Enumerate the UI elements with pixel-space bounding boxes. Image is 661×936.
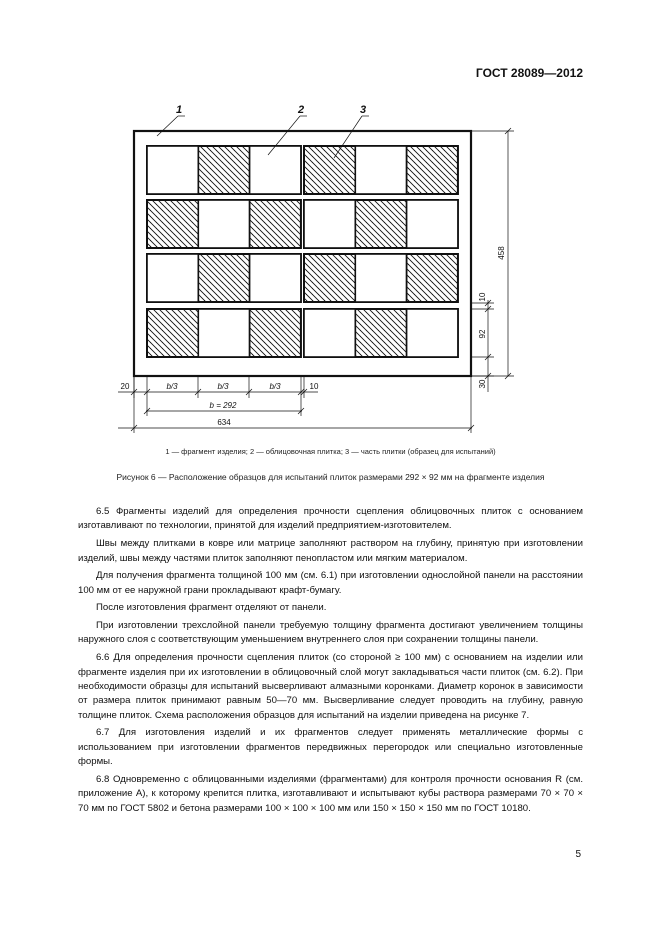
callout-label-3: 3 bbox=[360, 104, 367, 116]
tile-part-sample bbox=[250, 200, 301, 248]
tile-part-sample bbox=[147, 309, 198, 357]
tile-part-sample bbox=[355, 200, 406, 248]
tile-part bbox=[250, 146, 301, 194]
dim-label-b3: b/3 bbox=[217, 382, 229, 391]
paragraph: 6.6 Для определения прочности сцепления плиток (со стороной ≥ 100 мм) с основанием на изделии или фрагменте изделия при их изготовлении в облицовочный слой могут закладываться части плиток (см. 6.2). При необходимости образцы для испытаний высверливают алмазными коронками. Диаметр коронок в зависимости от размера плиток принимают равным 50—70 мм. Высверливание следует проводить на глубину, равную толщине плиток. Схема расположения образцов для испытаний на изделии приведена на рисунке 7. bbox=[78, 652, 583, 721]
tile-part bbox=[407, 200, 458, 248]
dim-label-458: 458 bbox=[497, 246, 506, 260]
tile-part-sample bbox=[304, 254, 355, 302]
dim-label-b: b = 292 bbox=[209, 401, 237, 410]
tile-grid bbox=[147, 146, 458, 357]
tile-part bbox=[355, 254, 406, 302]
body-text bbox=[78, 505, 583, 820]
dim-label-20: 20 bbox=[120, 382, 130, 391]
figure-6-tile-layout bbox=[0, 0, 661, 440]
dim-label-634: 634 bbox=[217, 418, 231, 427]
tile-part bbox=[198, 200, 249, 248]
tile-part-sample bbox=[147, 200, 198, 248]
dim-label-b3: b/3 bbox=[269, 382, 281, 391]
tile-part bbox=[355, 146, 406, 194]
tile-part bbox=[147, 146, 198, 194]
paragraph: Швы между плитками в ковре или матрице заполняют раствором на глубину, принятую при изготовлении изделий, швы между частями плиток заполняют пенопластом или мягким материалом. bbox=[78, 538, 583, 564]
paragraph: После изготовления фрагмент отделяют от панели. bbox=[96, 602, 327, 614]
tile-part-sample bbox=[355, 309, 406, 357]
tile-part bbox=[407, 309, 458, 357]
paragraph: 6.5 Фрагменты изделий для определения прочности сцепления облицовочных плиток с основанием изготавливают по технологии, принятой для изделий предприятием-изготовителем. bbox=[78, 506, 583, 532]
tile-part bbox=[198, 309, 249, 357]
callout-leader bbox=[157, 116, 178, 136]
tile-part bbox=[304, 309, 355, 357]
tile-part-sample bbox=[250, 309, 301, 357]
tile-part bbox=[250, 254, 301, 302]
callout-label-2: 2 bbox=[298, 104, 305, 116]
figure-legend: 1 — фрагмент изделия; 2 — облицовочная плитка; 3 — часть плитки (образец для испытаний) bbox=[165, 447, 496, 456]
paragraph: 6.7 Для изготовления изделий и их фрагментов следует применять металлические формы с использованием при изготовлении фрагментов передвижных перегородок или специально изготовленные формы. bbox=[78, 727, 583, 768]
tile-part bbox=[147, 254, 198, 302]
dim-label-30: 30 bbox=[478, 379, 487, 389]
dim-label-b3: b/3 bbox=[166, 382, 178, 391]
tile-part-sample bbox=[304, 146, 355, 194]
tile-part bbox=[304, 200, 355, 248]
paragraph: При изготовлении трехслойной панели требуемую толщину фрагмента достигают увеличением толщины наружного слоя с соответствующим уменьшением внутреннего слоя при сохранении толщины панели. bbox=[78, 620, 583, 646]
tile-part-sample bbox=[198, 146, 249, 194]
dim-label-92: 92 bbox=[478, 329, 487, 339]
page-number: 5 bbox=[575, 849, 581, 860]
figure-caption: Рисунок 6 — Расположение образцов для испытаний плиток размерами 292 × 92 мм на фрагменте изделия bbox=[116, 472, 545, 482]
dim-label-10: 10 bbox=[309, 382, 319, 391]
paragraph: 6.8 Одновременно с облицованными изделиями (фрагментами) для контроля прочности основания R (см. приложение А), к которому крепится плитка, изготавливают и испытывают кубы раствора размерами 70 × 70 × 70 мм по ГОСТ 5802 и бетона размерами 100 × 100 × 100 мм или 150 × 150 × 150 мм по ГОСТ 10180. bbox=[78, 773, 583, 814]
dim-label-10-vert: 10 bbox=[478, 292, 487, 302]
tile-part-sample bbox=[407, 146, 458, 194]
tile-part-sample bbox=[198, 254, 249, 302]
tile-part-sample bbox=[407, 254, 458, 302]
standard-header: ГОСТ 28089—2012 bbox=[475, 66, 583, 80]
paragraph: Для получения фрагмента толщиной 100 мм (см. 6.1) при изготовлении однослойной панели на расстоянии 100 мм от ее наружной грани прокладывают крафт-бумагу. bbox=[78, 570, 583, 596]
callout-label-1: 1 bbox=[176, 104, 183, 116]
